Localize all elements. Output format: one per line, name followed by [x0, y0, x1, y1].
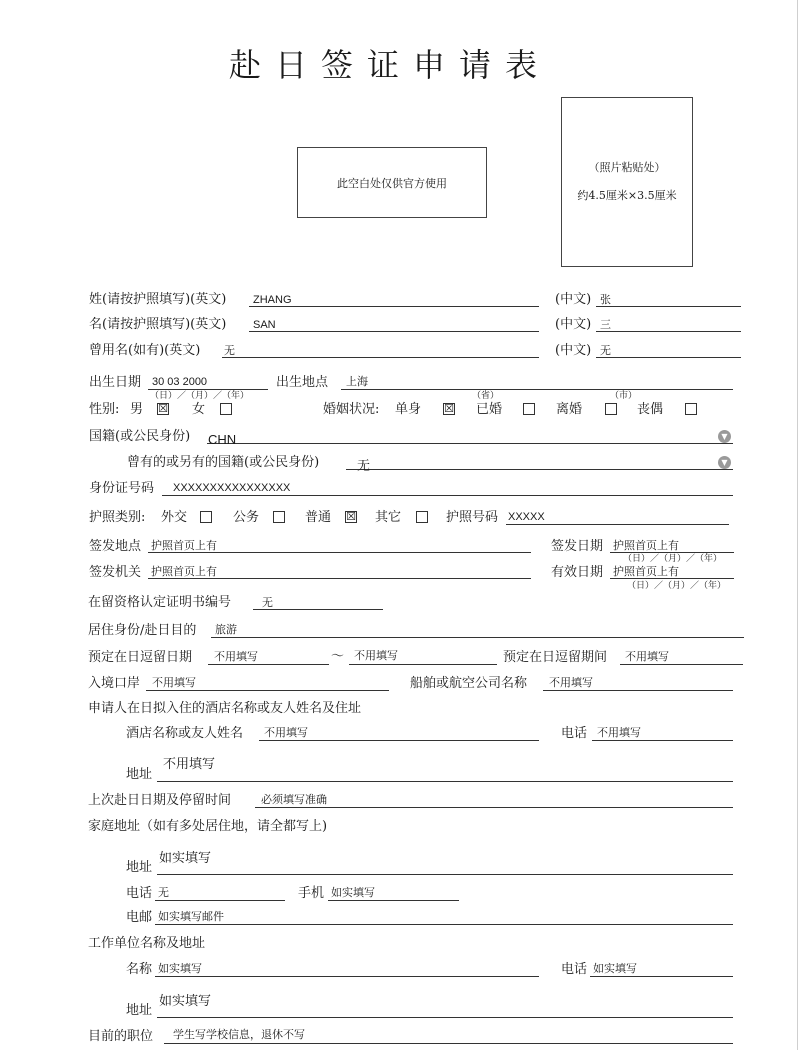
work-address-input[interactable]: 如实填写 — [159, 993, 212, 1008]
nationality-label: 国籍(或公民身份) — [89, 429, 191, 444]
purpose-line — [211, 637, 744, 638]
surname-line — [249, 306, 539, 307]
home-address-label: 地址 — [126, 860, 153, 875]
chevron-down-icon[interactable]: ▼ — [718, 430, 731, 443]
stay-dates-label: 预定在日逗留日期 — [88, 650, 193, 665]
issue-date-input[interactable]: 护照首页上有 — [613, 540, 679, 552]
issuing-authority-input[interactable]: 护照首页上有 — [151, 566, 217, 578]
page-edge — [797, 0, 798, 1050]
sex-male-checkbox[interactable]: ☒ — [158, 402, 168, 415]
former-name-cn-label: (中文) — [555, 343, 592, 358]
home-phone-line — [155, 900, 285, 901]
sex-female-label: 女 — [192, 402, 206, 417]
given-name-line — [249, 331, 539, 332]
entry-port-line — [146, 690, 389, 691]
stay-to-line — [349, 664, 497, 665]
work-phone-line — [590, 976, 733, 977]
purpose-input[interactable]: 旅游 — [215, 624, 237, 636]
carrier-line — [543, 690, 733, 691]
hotel-name-line — [259, 740, 539, 741]
purpose-label: 居住身份/赴日目的 — [88, 623, 197, 638]
birth-date-line — [148, 389, 268, 390]
official-use-box — [297, 147, 487, 218]
home-email-input[interactable]: 如实填写邮件 — [158, 911, 224, 923]
work-name-input[interactable]: 如实填写 — [158, 963, 202, 975]
surname-input[interactable]: ZHANG — [253, 294, 292, 306]
former-name-label: 曾用名(如有)(英文) — [89, 343, 201, 358]
work-section-label: 工作单位名称及地址 — [88, 936, 206, 951]
nationality-select[interactable]: CHN — [208, 432, 237, 447]
birth-place-line — [341, 389, 733, 390]
position-label: 目前的职位 — [88, 1029, 154, 1044]
marital-married-label: 已婚 — [476, 402, 503, 417]
photo-box-line1: （照片粘贴处） — [588, 161, 666, 174]
surname-cn-input[interactable]: 张 — [600, 294, 611, 306]
passport-diplomatic-label: 外交 — [161, 510, 188, 525]
former-name-cn-input[interactable]: 无 — [600, 345, 611, 357]
work-address-line — [157, 1017, 733, 1018]
work-phone-label: 电话 — [561, 962, 588, 977]
issue-date-label: 签发日期 — [551, 539, 604, 554]
coe-input[interactable]: 无 — [262, 597, 273, 609]
given-name-input[interactable]: SAN — [253, 319, 276, 331]
passport-type-label: 护照类别: — [89, 510, 146, 525]
home-phone-label: 电话 — [126, 886, 153, 901]
given-name-cn-label: (中文) — [555, 317, 592, 332]
given-name-cn-input[interactable]: 三 — [600, 319, 611, 331]
other-nationality-line — [346, 469, 733, 470]
sex-label: 性别: — [89, 402, 120, 417]
carrier-label: 船舶或航空公司名称 — [410, 676, 528, 691]
home-phone-input[interactable]: 无 — [158, 887, 169, 899]
marital-widowed-label: 丧偶 — [637, 402, 664, 417]
given-name-label: 名(请按护照填写)(英文) — [89, 317, 227, 332]
issuing-authority-label: 签发机关 — [89, 565, 142, 580]
passport-ordinary-checkbox[interactable]: ☒ — [346, 510, 356, 523]
surname-cn-label: (中文) — [555, 292, 592, 307]
home-email-label: 电邮 — [126, 910, 153, 925]
entry-port-input[interactable]: 不用填写 — [152, 677, 196, 689]
stay-date-separator: ～ — [331, 649, 345, 664]
entry-port-label: 入境口岸 — [88, 676, 141, 691]
previous-visit-label: 上次赴日日期及停留时间 — [88, 793, 232, 808]
marital-single-checkbox[interactable]: ☒ — [444, 402, 454, 415]
expiry-date-label: 有效日期 — [551, 565, 604, 580]
carrier-input[interactable]: 不用填写 — [549, 677, 593, 689]
position-input[interactable]: 学生写学校信息，退休不写 — [173, 1029, 305, 1041]
id-number-label: 身份证号码 — [89, 481, 155, 496]
marital-married-checkbox[interactable] — [523, 403, 535, 415]
position-line — [164, 1043, 733, 1044]
other-nationality-select[interactable]: 无 — [357, 458, 371, 473]
hotel-phone-input[interactable]: 不用填写 — [597, 727, 641, 739]
work-phone-input[interactable]: 如实填写 — [593, 963, 637, 975]
passport-number-line — [506, 524, 729, 525]
former-name-cn-line — [596, 357, 741, 358]
hotel-address-label: 地址 — [126, 767, 153, 782]
surname-cn-line — [596, 306, 741, 307]
marital-widowed-checkbox[interactable] — [685, 403, 697, 415]
passport-other-label: 其它 — [375, 510, 402, 525]
expiry-date-input[interactable]: 护照首页上有 — [613, 566, 679, 578]
stay-from-line — [208, 664, 329, 665]
birth-date-hint: （日）／（月）／（年） — [150, 391, 250, 401]
work-name-line — [155, 976, 539, 977]
hotel-name-label: 酒店名称或友人姓名 — [126, 726, 244, 741]
former-name-line — [222, 357, 539, 358]
birth-place-label: 出生地点 — [276, 375, 329, 390]
expiry-date-hint: （日）／（月）／（年） — [627, 581, 727, 591]
birth-place-input[interactable]: 上海 — [346, 376, 368, 388]
stay-period-input[interactable]: 不用填写 — [625, 651, 669, 663]
id-number-input[interactable]: XXXXXXXXXXXXXXXX — [173, 482, 291, 494]
marital-single-label: 单身 — [395, 402, 422, 417]
former-name-input[interactable]: 无 — [224, 345, 235, 357]
issue-place-input[interactable]: 护照首页上有 — [151, 540, 217, 552]
passport-other-checkbox[interactable] — [416, 511, 428, 523]
work-address-label: 地址 — [126, 1003, 153, 1018]
stay-period-label: 预定在日逗留期间 — [503, 650, 608, 665]
hotel-address-line — [157, 781, 733, 782]
previous-visit-input[interactable]: 必须填写准确 — [261, 794, 327, 806]
other-nationality-label: 曾有的或另有的国籍(或公民身份) — [127, 455, 320, 470]
issue-place-label: 签发地点 — [89, 539, 142, 554]
photo-box — [561, 97, 693, 267]
passport-diplomatic-checkbox[interactable] — [200, 511, 212, 523]
stay-to-input[interactable]: 不用填写 — [354, 650, 398, 662]
city-hint: （市） — [610, 391, 638, 401]
hotel-name-input[interactable]: 不用填写 — [264, 727, 308, 739]
hotel-section-label: 申请人在日拟入住的酒店名称或友人姓名及住址 — [88, 701, 362, 716]
home-section-label: 家庭地址（如有多处居住地，请全都写上) — [88, 819, 328, 834]
form-title: 赴日签证申请表 — [228, 46, 551, 84]
home-mobile-input[interactable]: 如实填写 — [331, 887, 375, 899]
sex-female-checkbox[interactable] — [220, 403, 232, 415]
given-name-cn-line — [596, 331, 741, 332]
coe-label: 在留资格认定证明书编号 — [88, 595, 232, 610]
birth-date-input[interactable]: 30 03 2000 — [152, 376, 208, 388]
home-mobile-line — [328, 900, 459, 901]
stay-from-input[interactable]: 不用填写 — [214, 651, 258, 663]
hotel-phone-line — [592, 740, 733, 741]
marital-label: 婚姻状况: — [323, 402, 380, 417]
passport-official-label: 公务 — [233, 510, 260, 525]
photo-box-line2: 约4.5厘米×3.5厘米 — [577, 189, 677, 202]
sex-male-label: 男 — [130, 402, 144, 417]
nationality-line — [207, 443, 733, 444]
surname-label: 姓(请按护照填写)(英文) — [89, 292, 227, 307]
passport-official-checkbox[interactable] — [273, 511, 285, 523]
home-address-input[interactable]: 如实填写 — [159, 850, 212, 865]
previous-visit-line — [255, 807, 733, 808]
passport-number-input[interactable]: XXXXX — [508, 511, 545, 523]
home-email-line — [155, 924, 733, 925]
home-mobile-label: 手机 — [298, 886, 325, 901]
stay-period-line — [620, 664, 743, 665]
marital-divorced-checkbox[interactable] — [605, 403, 617, 415]
birth-date-label: 出生日期 — [89, 375, 142, 390]
passport-ordinary-label: 普通 — [305, 510, 332, 525]
id-number-line — [162, 495, 733, 496]
hotel-phone-label: 电话 — [561, 726, 588, 741]
hotel-address-input[interactable]: 不用填写 — [163, 756, 216, 771]
province-hint: （省） — [472, 391, 500, 401]
home-address-line — [157, 874, 733, 875]
marital-divorced-label: 离婚 — [556, 402, 583, 417]
work-name-label: 名称 — [126, 962, 153, 977]
chevron-down-icon[interactable]: ▼ — [718, 456, 731, 469]
issue-date-hint: （日）／（月）／（年） — [623, 554, 723, 564]
passport-number-label: 护照号码 — [446, 510, 499, 525]
official-use-text: 此空白处仅供官方使用 — [337, 176, 447, 190]
